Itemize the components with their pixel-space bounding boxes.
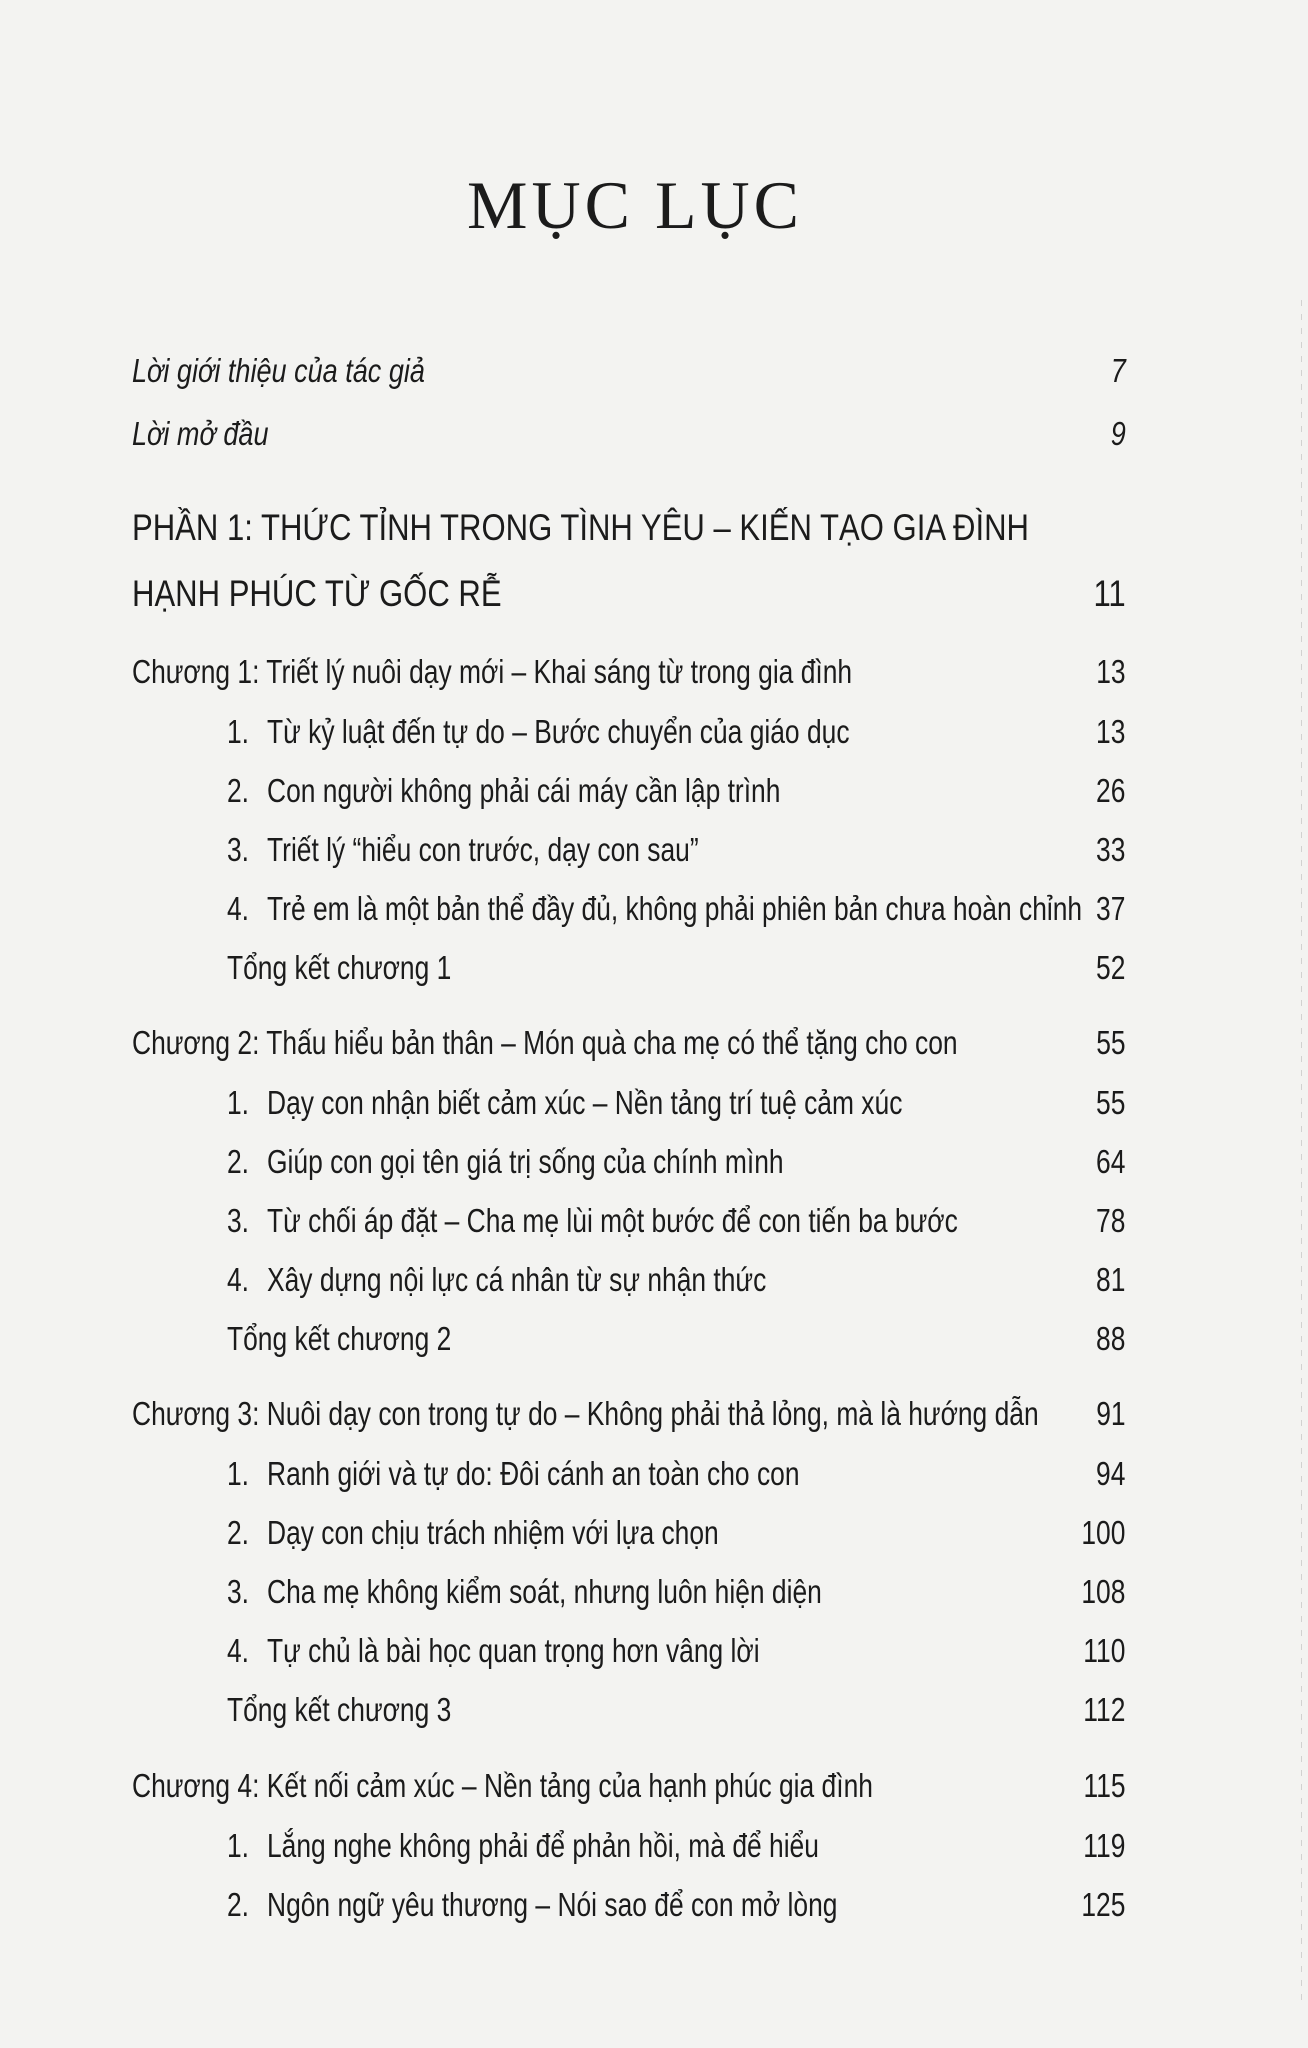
toc-chapter-3 [132,1395,1126,1433]
section-number: 4. [227,890,250,927]
section-title: Tự chủ là bài học quan trọng hơn vâng lời [267,1632,760,1669]
toc-chapter-4 [132,1767,1126,1805]
toc-section [227,713,1125,751]
toc-page-number: 112 [1083,1691,1126,1728]
section-title: Ngôn ngữ yêu thương – Nói sao để con mở lòng [267,1886,838,1923]
toc-section [227,1202,1125,1240]
toc-section [227,1143,1125,1181]
page-title: MỤC LỤC [467,167,803,243]
toc-page-number: 13 [1096,713,1126,750]
toc-chapter-summary [227,1691,1125,1729]
toc-page-number: 88 [1096,1320,1126,1357]
toc-section [227,831,1125,869]
toc-entry-label: Lời giới thiệu của tác giả [132,352,425,389]
toc-section [227,772,1125,810]
toc-page-number: 11 [1093,573,1126,614]
summary-title: Tổng kết chương 3 [227,1691,452,1728]
section-title: Cha mẹ không kiểm soát, nhưng luôn hiện diện [267,1573,822,1610]
part-title-line2: HẠNH PHÚC TỪ GỐC RỄ [132,573,502,614]
section-number: 2. [227,1514,250,1551]
section-number: 1. [227,1084,250,1121]
toc-page-number: 9 [1110,415,1126,452]
toc-chapter-summary [227,949,1125,987]
toc-page-number: 7 [1110,352,1126,389]
section-number: 3. [227,831,250,868]
toc-section [227,890,1125,928]
toc-page-number: 64 [1096,1143,1126,1180]
section-title: Con người không phải cái máy cần lập trình [267,772,781,809]
section-title: Từ kỷ luật đến tự do – Bước chuyển của giáo dục [267,713,850,750]
section-number: 1. [227,1455,250,1492]
toc-entry-preface [132,415,1126,453]
section-number: 2. [227,1143,250,1180]
toc-page-number: 125 [1081,1886,1126,1923]
chapter-title: Chương 3: Nuôi dạy con trong tự do – Không phải thả lỏng, mà là hướng dẫn [132,1395,1039,1432]
toc-page-number: 110 [1083,1632,1126,1669]
toc-section [227,1261,1125,1299]
toc-page-number: 52 [1096,949,1126,986]
toc-part-heading-line2 [132,573,1126,615]
chapter-title: Chương 2: Thấu hiểu bản thân – Món quà cha mẹ có thể tặng cho con [132,1024,958,1061]
toc-page-number: 33 [1096,831,1126,868]
part-title-line1: PHẦN 1: THỨC TỈNH TRONG TÌNH YÊU – KIẾN TẠO GIA ĐÌNH [132,507,1029,548]
section-number: 1. [227,1827,250,1864]
section-title: Dạy con nhận biết cảm xúc – Nền tảng trí tuệ cảm xúc [267,1084,903,1121]
section-title: Dạy con chịu trách nhiệm với lựa chọn [267,1514,719,1551]
toc-section [227,1827,1125,1865]
toc-page-number: 119 [1083,1827,1126,1864]
summary-title: Tổng kết chương 1 [227,949,452,986]
toc-section [227,1886,1125,1924]
section-title: Ranh giới và tự do: Đôi cánh an toàn cho con [267,1455,800,1492]
toc-page-number: 91 [1096,1395,1126,1432]
toc-page-number: 37 [1096,890,1126,927]
toc-page-number: 100 [1081,1514,1126,1551]
toc-chapter-1 [132,653,1126,691]
toc-section [227,1455,1125,1493]
toc-chapter-2 [132,1024,1126,1062]
toc-page-number: 108 [1081,1573,1126,1610]
chapter-title: Chương 1: Triết lý nuôi dạy mới – Khai sáng từ trong gia đình [132,653,853,690]
toc-chapter-summary [227,1320,1125,1358]
page-edge-shadow [1301,300,1302,2000]
section-title: Lắng nghe không phải để phản hồi, mà để hiểu [267,1827,819,1864]
section-title: Trẻ em là một bản thể đầy đủ, không phải phiên bản chưa hoàn chỉnh [267,890,1083,927]
toc-page-number: 78 [1096,1202,1126,1239]
section-number: 2. [227,772,250,809]
section-title: Từ chối áp đặt – Cha mẹ lùi một bước để con tiến ba bước [267,1202,958,1239]
section-number: 2. [227,1886,250,1923]
toc-part-heading-line1 [132,507,1126,549]
section-number: 1. [227,713,250,750]
toc-section [227,1573,1125,1611]
toc-page-number: 81 [1096,1261,1126,1298]
section-number: 4. [227,1261,250,1298]
toc-page-number: 94 [1096,1455,1126,1492]
chapter-title: Chương 4: Kết nối cảm xúc – Nền tảng của hạnh phúc gia đình [132,1767,873,1804]
toc-section [227,1084,1125,1122]
section-number: 4. [227,1632,250,1669]
summary-title: Tổng kết chương 2 [227,1320,452,1357]
section-number: 3. [227,1202,250,1239]
toc-entry-label: Lời mở đầu [132,415,269,452]
toc-page-number: 13 [1096,653,1126,690]
section-title: Xây dựng nội lực cá nhân từ sự nhận thức [267,1261,767,1298]
toc-page-number: 55 [1096,1024,1126,1061]
section-title: Triết lý “hiểu con trước, dạy con sau” [267,831,699,868]
section-title: Giúp con gọi tên giá trị sống của chính mình [267,1143,784,1180]
toc-section [227,1632,1125,1670]
toc-page-number: 26 [1096,772,1126,809]
toc-section [227,1514,1125,1552]
section-number: 3. [227,1573,250,1610]
toc-page-number: 55 [1096,1084,1126,1121]
toc-page-number: 115 [1083,1767,1126,1804]
toc-entry-intro-author [132,352,1126,390]
